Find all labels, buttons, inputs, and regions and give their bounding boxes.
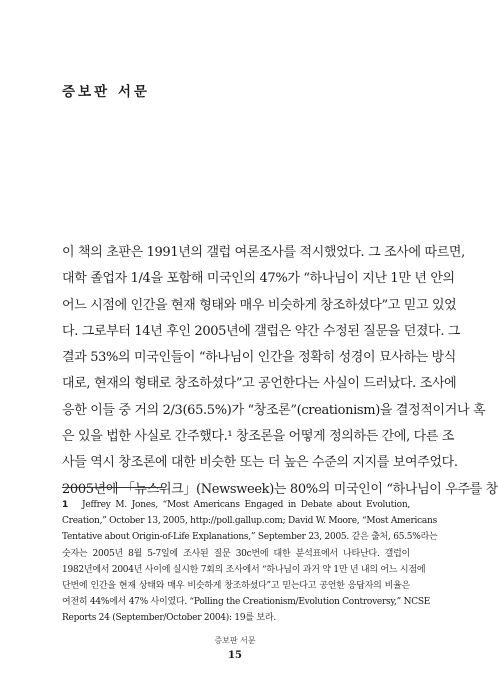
body-line: 이 책의 초판은 1991년의 갤럽 여론조사를 적시했었다. 그 조사에 따르면, bbox=[62, 245, 465, 260]
body-line: 결과 53%의 미국인들이 “하나님이 인간을 정확히 성경이 묘사하는 방식 bbox=[62, 350, 457, 366]
running-head: 증보판 서문 bbox=[214, 636, 256, 645]
body-line: 은 있을 법한 사실로 간주했다.¹ 창조론을 어떻게 정의하든 간에, 다른 조 bbox=[62, 429, 455, 445]
footnote-line bbox=[62, 497, 410, 513]
footnote-line: 여전히 44%에서 47% 사이였다. “Polling the Creationism/Evolution Controversy,” NCSE bbox=[62, 597, 431, 608]
body-line: 다. 그로부터 14년 후인 2005년에 갤럽은 약간 수정된 질문을 던졌다. 그 bbox=[62, 323, 461, 339]
footnote-divider bbox=[62, 487, 162, 488]
body-line: 대로, 현재의 형태로 창조하셨다”고 공언한다는 사실이 드러났다. 조사에 bbox=[62, 376, 457, 392]
body-line: 어느 시점에 인간을 현재 형태와 매우 비슷하게 창조하셨다”고 믿고 있었 bbox=[62, 297, 457, 313]
footnote-line: 1982년에서 2004년 사이에 실시한 7회의 조사에서 “하나님이 과거 약 1만 년 내의 어느 시점에 bbox=[62, 564, 426, 575]
body-line: 대학 졸업자 1/4을 포함해 미국인의 47%가 “하나님이 지난 1만 년 안의 bbox=[62, 271, 455, 287]
footnote-number: 1 bbox=[62, 500, 69, 510]
footnote-line: 단번에 인간을 현재 상태와 매우 비슷하게 창조하셨다”고 믿는다고 공언한 응답자의 비율은 bbox=[62, 580, 410, 591]
page-number: 15 bbox=[228, 650, 242, 661]
footnote bbox=[62, 497, 438, 627]
body-line: 응한 이들 중 거의 2/3(65.5%)가 “창조론”(creationism)을 결정적이거나 혹 bbox=[62, 402, 486, 418]
footnote-line: Creation,” October 13, 2005, http://poll.gallup.com; David W. Moore, “Most Americans bbox=[62, 516, 437, 527]
footnote-line-text: Jeffrey M. Jones, “Most Americans Engaged in Debate about Evolution, bbox=[82, 500, 410, 510]
footnote-line: Tentative about Origin-of-Life Explanations,” September 23, 2005. 같은 출처, 65.5%라는 bbox=[62, 532, 438, 543]
footnote-line: 숫자는 2005년 8월 5-7일에 조사된 질문 30c번에 대한 분석표에서 나타난다. 갤럽이 bbox=[62, 548, 410, 559]
body-line: 2005년에 「뉴스위크」(Newsweek)는 80%의 미국인이 “하나님이 우주를 창 bbox=[62, 481, 498, 497]
body-line: 사들 역시 창조론에 대한 비슷한 또는 더 높은 수준의 지지를 보여주었다. bbox=[62, 455, 458, 471]
body-text bbox=[62, 240, 498, 503]
chapter-heading: 증보판 서문 bbox=[62, 84, 150, 100]
footnote-line: Reports 24 (September/October 2004): 19를 보라. bbox=[62, 613, 276, 624]
